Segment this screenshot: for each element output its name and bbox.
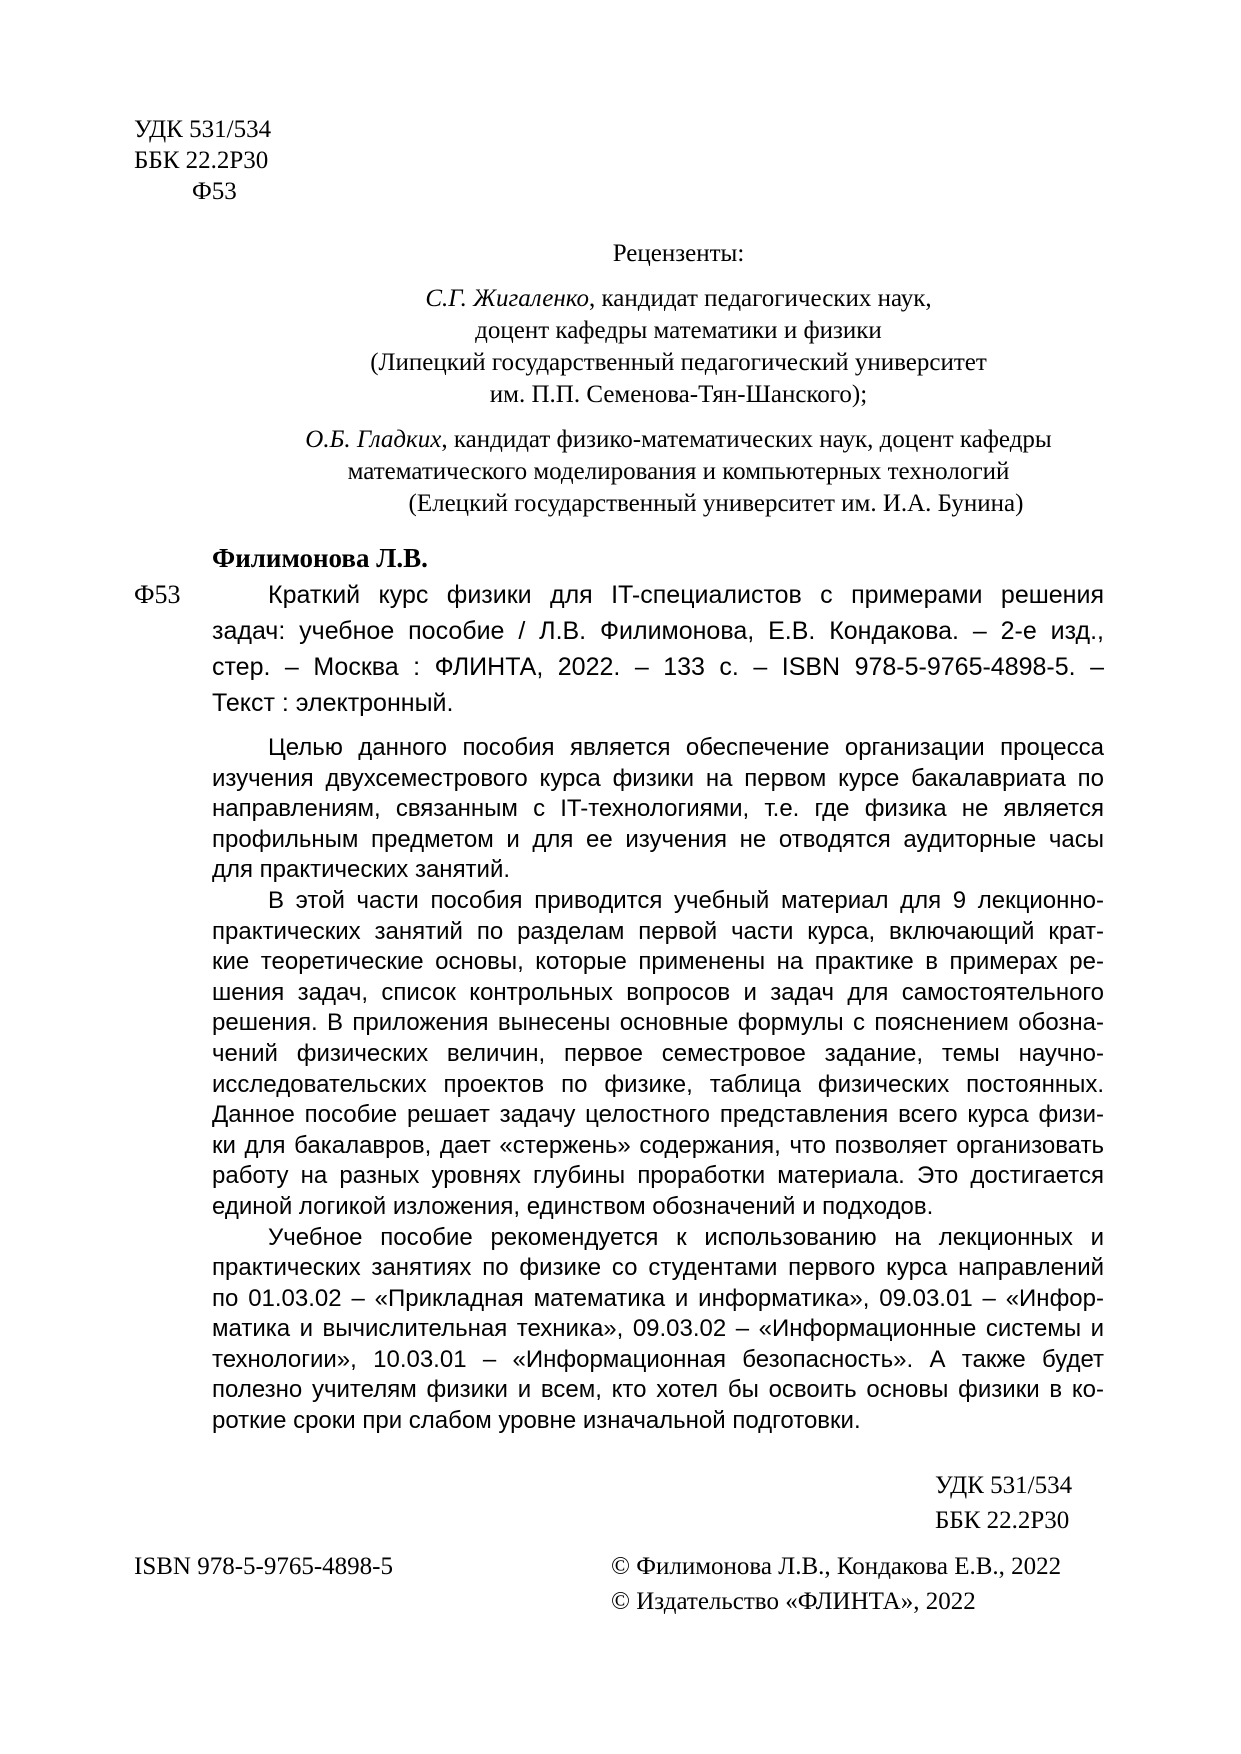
bbk-code: ББК 22.2Р30	[134, 147, 269, 174]
udk-code: УДК 531/534	[134, 116, 272, 143]
udk-code-bottom: УДК 531/534	[935, 1472, 1073, 1499]
annotation-line: для практических занятий.	[212, 856, 511, 884]
author-sign: Ф53	[192, 178, 237, 205]
bib-line: задач: учебное пособие / Л.В. Филимонова, Е.В. Кондакова. – 2-е изд.,	[212, 617, 1104, 645]
reviewer-1-line-2: доцент кафедры математики и физики	[475, 317, 882, 344]
reviewer-1-line-3: (Липецкий государственный педагогический университет	[370, 349, 987, 376]
annotation-line: матика и вычислительная техника», 09.03.02 – «Информационные системы и	[212, 1315, 1104, 1343]
reviewer-2-line-2: математического моделирования и компьютерных технологий	[347, 458, 1010, 485]
annotation-line: роткие сроки при слабом уровне изначальной подготовки.	[212, 1407, 861, 1435]
annotation	[212, 733, 1104, 1437]
annotation-line: полезно учителям физики и всем, кто хотел бы освоить основы физики в ко-	[212, 1376, 1104, 1404]
classification-block-top	[134, 114, 271, 207]
bibliographic-description	[212, 577, 1104, 721]
reviewer-1	[58, 283, 1241, 411]
reviewer-1-line-4: им. П.П. Семенова-Тян-Шанского);	[489, 381, 868, 408]
copyright-authors: © Филимонова Л.В., Кондакова Е.В., 2022	[611, 1553, 1062, 1580]
annotation-line: ки для бакалавров, дает «стержень» содержания, что позволяет организовать	[212, 1131, 1104, 1159]
annotation-line: работу на разных уровнях глубины проработки материала. Это достигается	[212, 1162, 1104, 1190]
copyright-publisher: © Издательство «ФЛИНТА», 2022	[611, 1588, 976, 1615]
annotation-line: шения задач, список контрольных вопросов и задач для самостоятельного	[212, 978, 1104, 1006]
annotation-line: решения. В приложения вынесены основные формулы с пояснением обозна-	[212, 1009, 1104, 1037]
annotation-line: по 01.03.02 – «Прикладная математика и информатика», 09.03.01 – «Инфор-	[212, 1284, 1104, 1312]
annotation-line: практических занятий по разделам первой части курса, включающий крат-	[212, 917, 1104, 945]
bib-line: стер. – Москва : ФЛИНТА, 2022. – 133 с. – ISBN 978-5-9765-4898-5. –	[212, 653, 1104, 681]
copyright-block	[611, 1549, 1061, 1619]
isbn: ISBN 978-5-9765-4898-5	[134, 1553, 394, 1580]
annotation-line: профильным предметом и для ее изучения не отводятся аудиторные часы	[212, 825, 1104, 853]
annotation-line: изучения двухсеместрового курса физики на первом курсе бакалавриата по	[212, 764, 1104, 792]
bib-line: Краткий курс физики для IT-специалистов с примерами решения	[268, 581, 1104, 609]
annotation-line: практических занятиях по физике со студентами первого курса направлений	[212, 1254, 1104, 1282]
bib-line: Текст : электронный.	[212, 689, 454, 717]
annotation-line: направлениям, связанным с IT-технологиями, т.е. где физика не является	[212, 795, 1104, 823]
record-sign: Ф53	[134, 580, 181, 609]
classification-block-bottom	[935, 1468, 1072, 1538]
reviewer-2-line-1: О.Б. Гладких, кандидат физико-математических наук, доцент кафедры	[305, 426, 1052, 453]
reviewer-2-name: О.Б. Гладких	[305, 426, 442, 453]
reviewer-2	[58, 424, 1241, 520]
reviewer-1-name: С.Г. Жигаленко	[425, 285, 589, 312]
reviewers-heading: Рецензенты:	[612, 240, 745, 267]
annotation-line: единой логикой изложения, единством обозначений и подходов.	[212, 1192, 934, 1220]
annotation-line: кие теоретические основы, которые применены на практике в примерах ре-	[212, 948, 1104, 976]
annotation-line: Целью данного пособия является обеспечение организации процесса	[268, 734, 1104, 761]
annotation-line: чений физических величин, первое семестровое задание, темы научно-	[212, 1039, 1104, 1067]
annotation-line: исследовательских проектов по физике, таблица физических постоянных.	[212, 1070, 1104, 1098]
bbk-code-bottom: ББК 22.2Р30	[935, 1507, 1070, 1534]
reviewer-2-line-3: (Елецкий государственный университет им. И.А. Бунина)	[408, 490, 1024, 517]
annotation-line: В этой части пособия приводится учебный материал для 9 лекционно-	[268, 886, 1104, 914]
annotation-line: технологии», 10.03.01 – «Информационная безопасность». А также будет	[212, 1345, 1104, 1373]
reviewers-section	[0, 238, 1241, 520]
annotation-line: Учебное пособие рекомендуется к использованию на лекционных и	[268, 1223, 1104, 1251]
annotation-line: Данное пособие решает задачу целостного представления всего курса физи-	[212, 1101, 1104, 1129]
reviewer-1-line-1: С.Г. Жигаленко, кандидат педагогических наук,	[425, 285, 932, 312]
record-author: Филимонова Л.В.	[212, 543, 428, 573]
